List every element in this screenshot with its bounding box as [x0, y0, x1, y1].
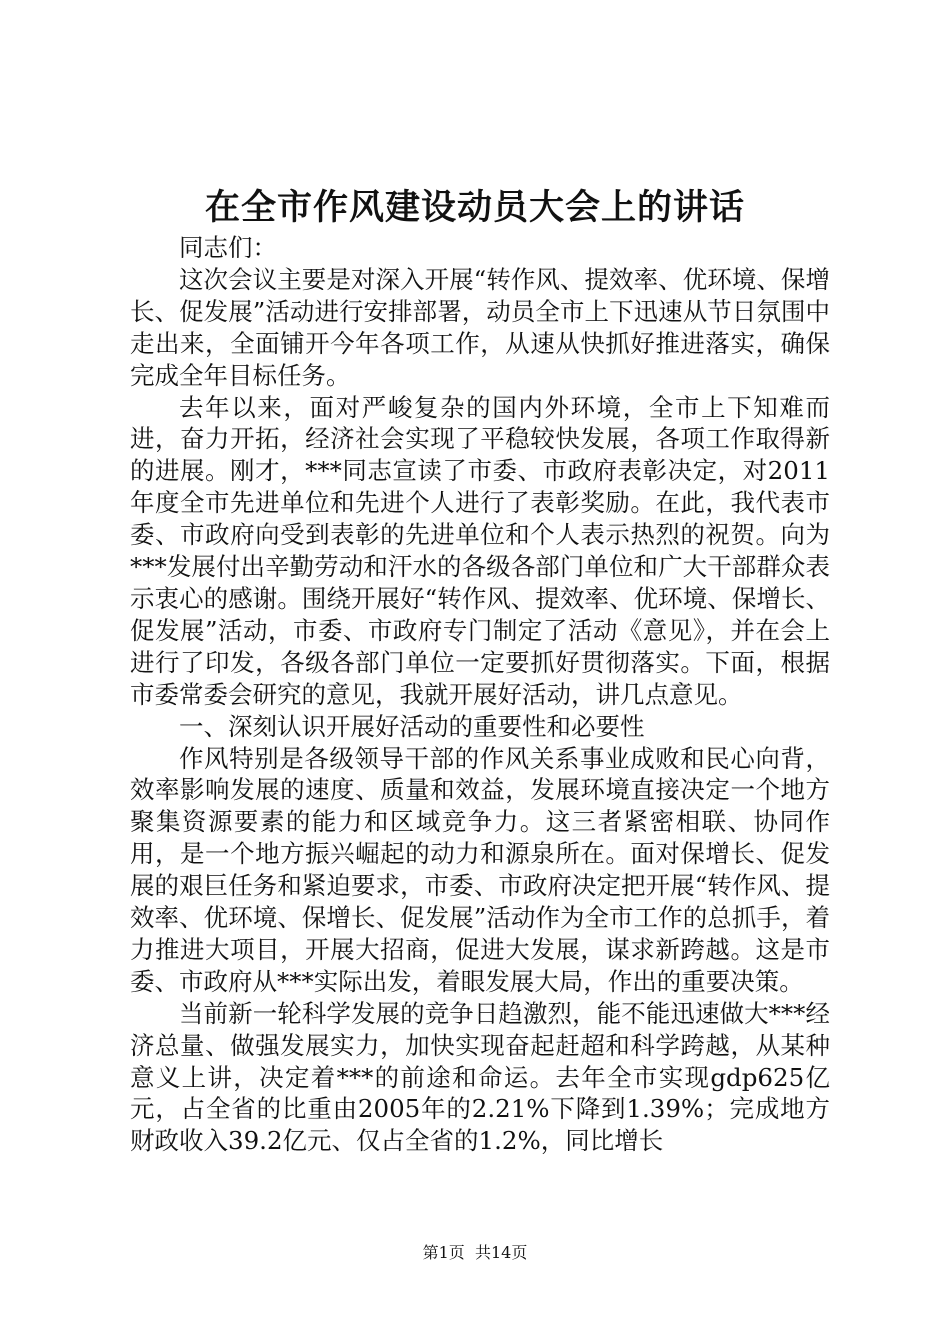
document-body	[130, 232, 830, 1157]
salutation-paragraph: 同志们：	[179, 233, 277, 262]
page-footer	[0, 1242, 950, 1264]
body-paragraph: 作风特别是各级领导干部的作风关系事业成败和民心向背，效率影响发展的速度、质量和效益，发展环境直接决定一个地方聚集资源要素的能力和区域竞争力。这三者紧密相联、协同作用，是一个地方振兴崛起的动力和源泉所在。面对保增长、促发展的艰巨任务和紧迫要求，市委、市政府决定把开展“转作风、提效率、优环境、保增长、促发展”活动作为全市工作的总抓手，着力推进大项目，开展大招商，促进大发展，谋求新跨越。这是市委、市政府从***实际出发，着眼发展大局，作出的重要决策。	[130, 743, 830, 996]
page-total: 共14页	[474, 1243, 528, 1262]
body-paragraph: 当前新一轮科学发展的竞争日趋激烈，能不能迅速做大***经济总量、做强发展实力，加快实现奋起赶超和科学跨越，从某种意义上讲，决定着***的前途和命运。去年全市实现gdp625亿元，占全省的比重由2005年的2.21%下降到1.39%；完成地方财政收入39.2亿元、仅占全省的1.2%，同比增长	[130, 998, 830, 1156]
page-number: 第1页	[422, 1243, 465, 1262]
section-heading: 一、深刻认识开展好活动的重要性和必要性	[179, 711, 645, 741]
body-paragraph: 去年以来，面对严峻复杂的国内外环境，全市上下知难而进，奋力开拓，经济社会实现了平稳较快发展，各项工作取得新的进展。刚才，***同志宣读了市委、市政府表彰决定，对2011年度全市先进单位和先进个人进行了表彰奖励。在此，我代表市委、市政府向受到表彰的先进单位和个人表示热烈的祝贺。向为***发展付出辛勤劳动和汗水的各级各部门单位和广大干部群众表示衷心的感谢。围绕开展好“转作风、提效率、优环境、保增长、促发展”活动，市委、市政府专门制定了活动《意见》，并在会上进行了印发，各级各部门单位一定要抓好贯彻落实。下面，根据市委常委会研究的意见，我就开展好活动，讲几点意见。	[130, 392, 830, 709]
document-title: 在全市作风建设动员大会上的讲话	[204, 187, 745, 228]
body-paragraph: 这次会议主要是对深入开展“转作风、提效率、优环境、保增长、促发展”活动进行安排部署，动员全市上下迅速从节日氛围中走出来，全面铺开今年各项工作，从速从快抓好推进落实，确保完成全年目标任务。	[130, 264, 830, 390]
